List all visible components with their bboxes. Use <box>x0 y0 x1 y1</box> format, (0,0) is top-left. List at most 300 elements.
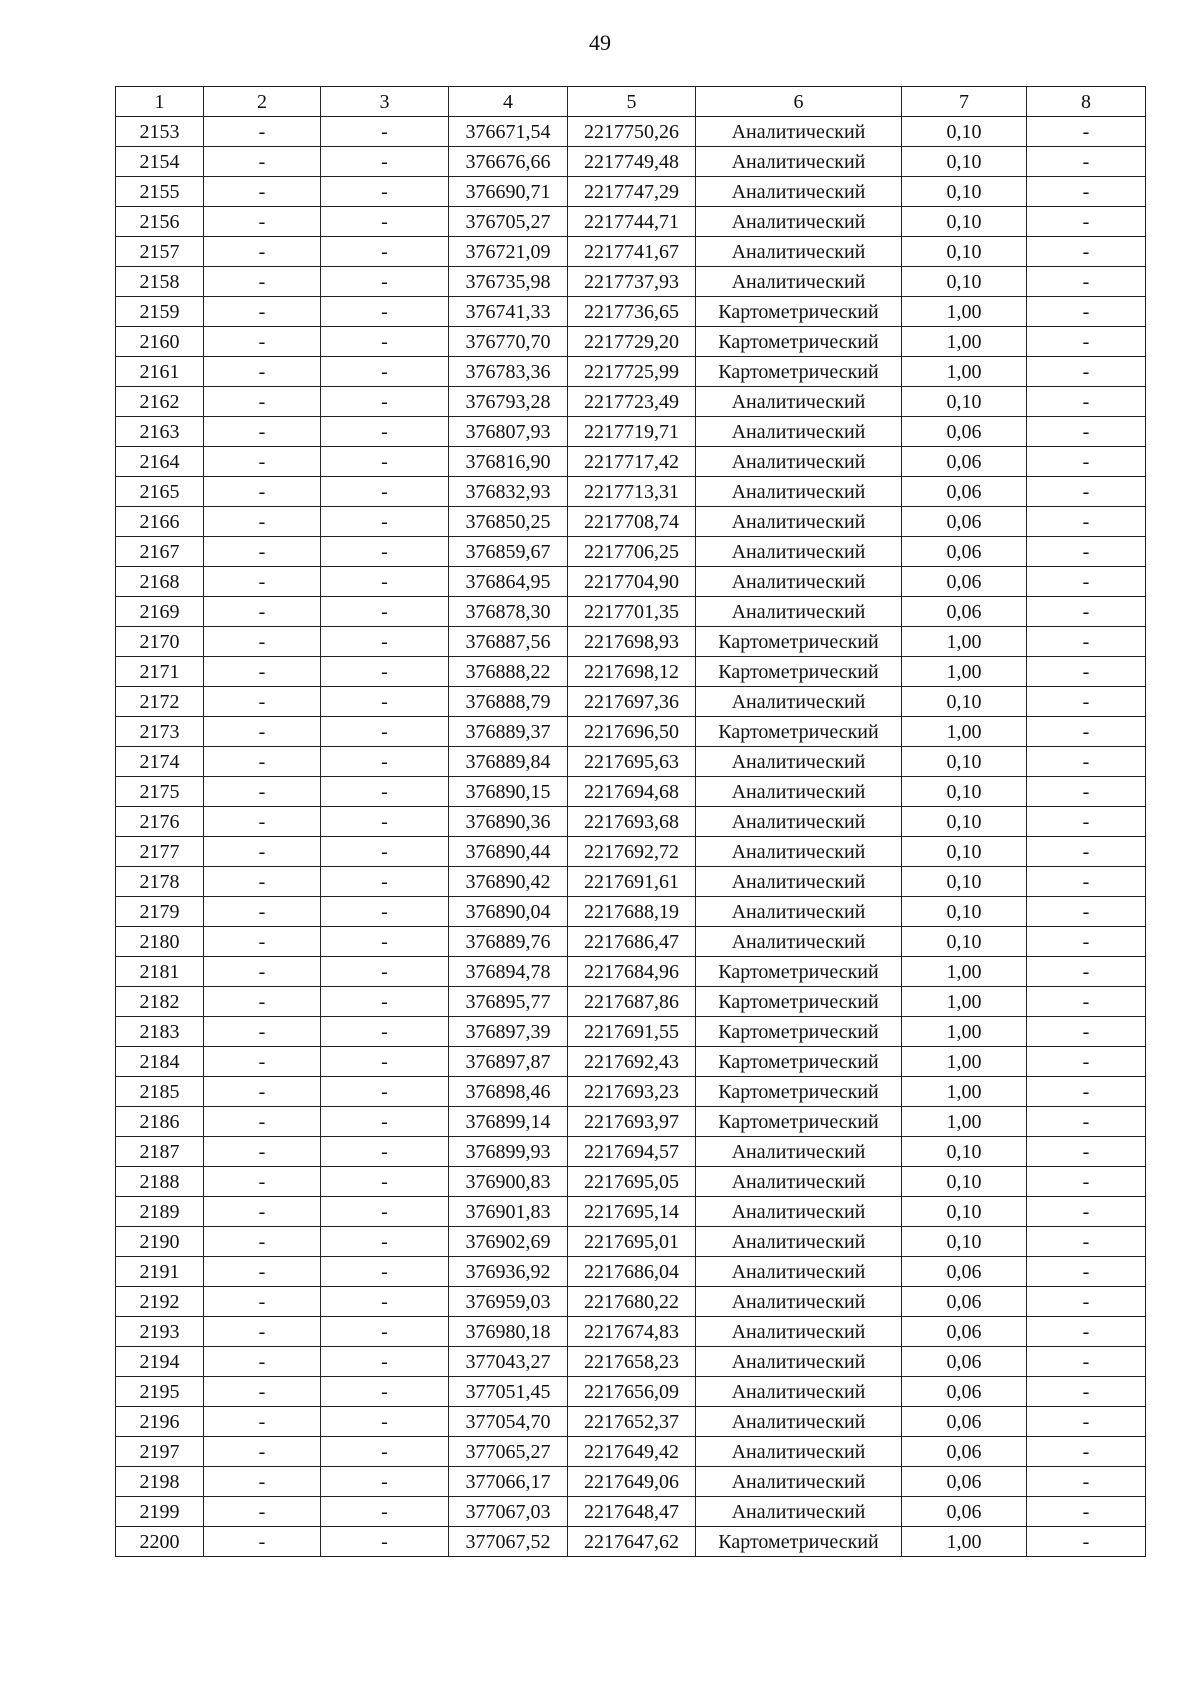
table-cell-col-2: - <box>204 267 321 297</box>
table-row <box>116 237 1146 267</box>
table-cell-col-8: - <box>1027 1107 1146 1137</box>
table-cell-col-2: - <box>204 1167 321 1197</box>
table-cell-col-4: 376770,70 <box>449 327 568 357</box>
table-cell-col-4: 376807,93 <box>449 417 568 447</box>
table-cell-col-2: - <box>204 687 321 717</box>
table-cell-col-8: - <box>1027 777 1146 807</box>
table-cell-col-3: - <box>321 567 449 597</box>
table-cell-col-4: 376897,39 <box>449 1017 568 1047</box>
table-cell-col-4: 376816,90 <box>449 447 568 477</box>
table-cell-col-3: - <box>321 987 449 1017</box>
table-cell-col-3: - <box>321 777 449 807</box>
table-row <box>116 1437 1146 1467</box>
table-cell-col-2: - <box>204 657 321 687</box>
table-cell-col-3: - <box>321 687 449 717</box>
coordinates-table <box>115 86 1146 1557</box>
table-cell-col-5: 2217750,26 <box>568 117 696 147</box>
table-cell-col-3: - <box>321 1227 449 1257</box>
table-cell-col-5: 2217698,93 <box>568 627 696 657</box>
table-cell-col-5: 2217697,36 <box>568 687 696 717</box>
table-cell-col-4: 376900,83 <box>449 1167 568 1197</box>
table-cell-col-5: 2217695,05 <box>568 1167 696 1197</box>
table-cell-col-6: Аналитический <box>696 207 902 237</box>
table-cell-col-5: 2217652,37 <box>568 1407 696 1437</box>
table-cell-col-7: 0,10 <box>902 1227 1027 1257</box>
table-row <box>116 837 1146 867</box>
table-cell-col-7: 0,10 <box>902 237 1027 267</box>
table-cell-col-3: - <box>321 207 449 237</box>
table-cell-col-3: - <box>321 1407 449 1437</box>
table-cell-col-2: - <box>204 1017 321 1047</box>
table-cell-col-1: 2185 <box>116 1077 204 1107</box>
table-cell-col-5: 2217723,49 <box>568 387 696 417</box>
table-cell-col-7: 0,06 <box>902 1347 1027 1377</box>
table-cell-col-4: 376936,92 <box>449 1257 568 1287</box>
table-cell-col-4: 376887,56 <box>449 627 568 657</box>
header-row <box>116 87 1146 117</box>
table-row <box>116 177 1146 207</box>
table-row <box>116 117 1146 147</box>
table-cell-col-7: 0,06 <box>902 507 1027 537</box>
table-cell-col-1: 2179 <box>116 897 204 927</box>
table-cell-col-7: 0,10 <box>902 807 1027 837</box>
table-cell-col-7: 1,00 <box>902 1047 1027 1077</box>
table-cell-col-2: - <box>204 777 321 807</box>
table-cell-col-4: 376741,33 <box>449 297 568 327</box>
table-cell-col-8: - <box>1027 447 1146 477</box>
table-cell-col-3: - <box>321 1347 449 1377</box>
table-cell-col-8: - <box>1027 627 1146 657</box>
table-cell-col-3: - <box>321 1197 449 1227</box>
table-row <box>116 1017 1146 1047</box>
table-cell-col-5: 2217729,20 <box>568 327 696 357</box>
table-cell-col-5: 2217725,99 <box>568 357 696 387</box>
table-cell-col-7: 1,00 <box>902 1017 1027 1047</box>
page-number: 49 <box>589 30 611 55</box>
table-cell-col-1: 2170 <box>116 627 204 657</box>
table-cell-col-5: 2217680,22 <box>568 1287 696 1317</box>
table-cell-col-8: - <box>1027 657 1146 687</box>
table-cell-col-8: - <box>1027 1257 1146 1287</box>
table-cell-col-3: - <box>321 1017 449 1047</box>
table-cell-col-3: - <box>321 1287 449 1317</box>
table-cell-col-6: Аналитический <box>696 1407 902 1437</box>
table-cell-col-1: 2190 <box>116 1227 204 1257</box>
table-cell-col-3: - <box>321 807 449 837</box>
table-cell-col-6: Аналитический <box>696 597 902 627</box>
table-row <box>116 1377 1146 1407</box>
table-cell-col-8: - <box>1027 357 1146 387</box>
table-cell-col-6: Аналитический <box>696 1377 902 1407</box>
table-cell-col-3: - <box>321 1167 449 1197</box>
table-cell-col-4: 376676,66 <box>449 147 568 177</box>
table-row <box>116 957 1146 987</box>
table-cell-col-6: Картометрический <box>696 717 902 747</box>
table-cell-col-6: Аналитический <box>696 477 902 507</box>
table-cell-col-5: 2217706,25 <box>568 537 696 567</box>
table-cell-col-6: Аналитический <box>696 417 902 447</box>
table-cell-col-7: 0,10 <box>902 927 1027 957</box>
table-cell-col-2: - <box>204 567 321 597</box>
table-cell-col-2: - <box>204 627 321 657</box>
table-cell-col-5: 2217691,55 <box>568 1017 696 1047</box>
table-cell-col-1: 2173 <box>116 717 204 747</box>
table-cell-col-3: - <box>321 957 449 987</box>
table-cell-col-5: 2217692,43 <box>568 1047 696 1077</box>
table-cell-col-4: 377043,27 <box>449 1347 568 1377</box>
table-cell-col-2: - <box>204 1287 321 1317</box>
table-cell-col-1: 2160 <box>116 327 204 357</box>
table-cell-col-8: - <box>1027 1347 1146 1377</box>
table-cell-col-8: - <box>1027 177 1146 207</box>
table-cell-col-2: - <box>204 447 321 477</box>
table-cell-col-6: Аналитический <box>696 117 902 147</box>
table-cell-col-5: 2217649,42 <box>568 1437 696 1467</box>
table-cell-col-7: 0,10 <box>902 387 1027 417</box>
table-cell-col-1: 2167 <box>116 537 204 567</box>
table-cell-col-3: - <box>321 237 449 267</box>
column-header-8: 8 <box>1027 87 1146 117</box>
table-cell-col-5: 2217749,48 <box>568 147 696 177</box>
table-cell-col-7: 0,06 <box>902 1437 1027 1467</box>
table-cell-col-4: 376899,93 <box>449 1137 568 1167</box>
table-cell-col-3: - <box>321 1497 449 1527</box>
table-row <box>116 207 1146 237</box>
table-cell-col-6: Картометрический <box>696 1107 902 1137</box>
table-cell-col-1: 2176 <box>116 807 204 837</box>
table-cell-col-8: - <box>1027 1527 1146 1557</box>
table-cell-col-1: 2189 <box>116 1197 204 1227</box>
table-cell-col-7: 0,10 <box>902 777 1027 807</box>
table-cell-col-8: - <box>1027 1287 1146 1317</box>
table-cell-col-3: - <box>321 447 449 477</box>
table-cell-col-4: 376901,83 <box>449 1197 568 1227</box>
table-cell-col-6: Картометрический <box>696 1527 902 1557</box>
table-cell-col-4: 376899,14 <box>449 1107 568 1137</box>
table-cell-col-6: Аналитический <box>696 1227 902 1257</box>
table-cell-col-6: Картометрический <box>696 327 902 357</box>
table-cell-col-4: 376889,76 <box>449 927 568 957</box>
table-cell-col-6: Картометрический <box>696 1047 902 1077</box>
table-row <box>116 1137 1146 1167</box>
table-cell-col-6: Аналитический <box>696 267 902 297</box>
table-cell-col-5: 2217686,04 <box>568 1257 696 1287</box>
table-cell-col-5: 2217693,68 <box>568 807 696 837</box>
column-header-3: 3 <box>321 87 449 117</box>
table-cell-col-1: 2192 <box>116 1287 204 1317</box>
table-row <box>116 1107 1146 1137</box>
table-cell-col-2: - <box>204 837 321 867</box>
table-cell-col-1: 2172 <box>116 687 204 717</box>
table-cell-col-3: - <box>321 747 449 777</box>
table-cell-col-3: - <box>321 1317 449 1347</box>
table-row <box>116 1497 1146 1527</box>
table-cell-col-3: - <box>321 597 449 627</box>
table-cell-col-7: 1,00 <box>902 957 1027 987</box>
table-cell-col-5: 2217648,47 <box>568 1497 696 1527</box>
table-cell-col-4: 376890,42 <box>449 867 568 897</box>
table-cell-col-4: 376897,87 <box>449 1047 568 1077</box>
table-row <box>116 1287 1146 1317</box>
table-cell-col-2: - <box>204 507 321 537</box>
table-cell-col-8: - <box>1027 1077 1146 1107</box>
table-cell-col-6: Аналитический <box>696 147 902 177</box>
table-cell-col-3: - <box>321 1257 449 1287</box>
table-cell-col-7: 0,10 <box>902 147 1027 177</box>
column-header-6: 6 <box>696 87 902 117</box>
table-cell-col-2: - <box>204 387 321 417</box>
table-cell-col-1: 2197 <box>116 1437 204 1467</box>
table-cell-col-5: 2217695,01 <box>568 1227 696 1257</box>
table-row <box>116 1317 1146 1347</box>
table-cell-col-4: 376735,98 <box>449 267 568 297</box>
table-cell-col-3: - <box>321 1107 449 1137</box>
table-cell-col-5: 2217687,86 <box>568 987 696 1017</box>
table-cell-col-6: Аналитический <box>696 1137 902 1167</box>
table-cell-col-3: - <box>321 267 449 297</box>
table-cell-col-2: - <box>204 1347 321 1377</box>
table-cell-col-1: 2155 <box>116 177 204 207</box>
table-cell-col-3: - <box>321 177 449 207</box>
table-cell-col-8: - <box>1027 297 1146 327</box>
table-cell-col-6: Картометрический <box>696 1077 902 1107</box>
table-cell-col-3: - <box>321 627 449 657</box>
table-cell-col-7: 1,00 <box>902 327 1027 357</box>
table-cell-col-6: Аналитический <box>696 747 902 777</box>
table-cell-col-4: 376888,79 <box>449 687 568 717</box>
table-cell-col-3: - <box>321 297 449 327</box>
table-cell-col-2: - <box>204 1047 321 1077</box>
table-cell-col-2: - <box>204 1437 321 1467</box>
table-cell-col-2: - <box>204 597 321 627</box>
table-cell-col-8: - <box>1027 477 1146 507</box>
table-cell-col-6: Аналитический <box>696 1497 902 1527</box>
table-cell-col-4: 376894,78 <box>449 957 568 987</box>
table-cell-col-6: Аналитический <box>696 387 902 417</box>
table-cell-col-2: - <box>204 177 321 207</box>
table-cell-col-6: Аналитический <box>696 537 902 567</box>
table-cell-col-3: - <box>321 1437 449 1467</box>
table-cell-col-1: 2181 <box>116 957 204 987</box>
table-cell-col-1: 2168 <box>116 567 204 597</box>
table-cell-col-7: 1,00 <box>902 987 1027 1017</box>
table-cell-col-3: - <box>321 507 449 537</box>
table-cell-col-8: - <box>1027 807 1146 837</box>
table-cell-col-2: - <box>204 537 321 567</box>
table-cell-col-3: - <box>321 1467 449 1497</box>
table-cell-col-7: 0,06 <box>902 567 1027 597</box>
table-cell-col-3: - <box>321 117 449 147</box>
table-cell-col-3: - <box>321 147 449 177</box>
table-cell-col-6: Аналитический <box>696 507 902 537</box>
table-cell-col-2: - <box>204 927 321 957</box>
table-cell-col-1: 2191 <box>116 1257 204 1287</box>
table-cell-col-5: 2217686,47 <box>568 927 696 957</box>
table-cell-col-3: - <box>321 1527 449 1557</box>
table-row <box>116 327 1146 357</box>
table-cell-col-2: - <box>204 357 321 387</box>
table-cell-col-2: - <box>204 1467 321 1497</box>
table-row <box>116 1347 1146 1377</box>
table-cell-col-4: 377054,70 <box>449 1407 568 1437</box>
table-cell-col-1: 2171 <box>116 657 204 687</box>
table-cell-col-3: - <box>321 717 449 747</box>
table-cell-col-8: - <box>1027 597 1146 627</box>
table-row <box>116 717 1146 747</box>
table-cell-col-4: 376864,95 <box>449 567 568 597</box>
table-cell-col-3: - <box>321 477 449 507</box>
table-row <box>116 1527 1146 1557</box>
table-row <box>116 387 1146 417</box>
table-cell-col-8: - <box>1027 927 1146 957</box>
table-cell-col-1: 2161 <box>116 357 204 387</box>
table-cell-col-1: 2187 <box>116 1137 204 1167</box>
table-cell-col-3: - <box>321 537 449 567</box>
table-cell-col-2: - <box>204 207 321 237</box>
table-cell-col-5: 2217747,29 <box>568 177 696 207</box>
table-cell-col-5: 2217693,23 <box>568 1077 696 1107</box>
table-cell-col-5: 2217717,42 <box>568 447 696 477</box>
table-cell-col-1: 2163 <box>116 417 204 447</box>
table-cell-col-1: 2198 <box>116 1467 204 1497</box>
table-cell-col-2: - <box>204 1407 321 1437</box>
table-cell-col-7: 0,10 <box>902 897 1027 927</box>
table-cell-col-4: 376783,36 <box>449 357 568 387</box>
table-cell-col-5: 2217658,23 <box>568 1347 696 1377</box>
table-cell-col-6: Аналитический <box>696 837 902 867</box>
table-row <box>116 297 1146 327</box>
table-cell-col-1: 2157 <box>116 237 204 267</box>
table-cell-col-1: 2178 <box>116 867 204 897</box>
table-cell-col-1: 2193 <box>116 1317 204 1347</box>
table-cell-col-8: - <box>1027 537 1146 567</box>
table-row <box>116 477 1146 507</box>
table-cell-col-3: - <box>321 927 449 957</box>
table-cell-col-1: 2182 <box>116 987 204 1017</box>
table-cell-col-8: - <box>1027 117 1146 147</box>
table-cell-col-5: 2217695,63 <box>568 747 696 777</box>
table-row <box>116 1197 1146 1227</box>
table-row <box>116 507 1146 537</box>
table-cell-col-2: - <box>204 897 321 927</box>
table-cell-col-7: 0,10 <box>902 117 1027 147</box>
table-cell-col-2: - <box>204 1107 321 1137</box>
table-cell-col-5: 2217692,72 <box>568 837 696 867</box>
column-header-2: 2 <box>204 87 321 117</box>
table-row <box>116 267 1146 297</box>
table-cell-col-2: - <box>204 1377 321 1407</box>
table-cell-col-6: Картометрический <box>696 1017 902 1047</box>
table-cell-col-6: Аналитический <box>696 177 902 207</box>
table-cell-col-5: 2217698,12 <box>568 657 696 687</box>
table-cell-col-4: 376878,30 <box>449 597 568 627</box>
table-cell-col-6: Аналитический <box>696 567 902 597</box>
table-cell-col-3: - <box>321 897 449 927</box>
table-cell-col-7: 0,06 <box>902 1377 1027 1407</box>
table-cell-col-4: 376721,09 <box>449 237 568 267</box>
table-cell-col-2: - <box>204 1317 321 1347</box>
table-cell-col-3: - <box>321 1047 449 1077</box>
table-cell-col-7: 0,06 <box>902 597 1027 627</box>
table-cell-col-7: 0,06 <box>902 447 1027 477</box>
table-cell-col-5: 2217719,71 <box>568 417 696 447</box>
table-cell-col-1: 2184 <box>116 1047 204 1077</box>
table-cell-col-1: 2174 <box>116 747 204 777</box>
table-cell-col-5: 2217649,06 <box>568 1467 696 1497</box>
table-cell-col-1: 2154 <box>116 147 204 177</box>
table-cell-col-4: 376705,27 <box>449 207 568 237</box>
table-row <box>116 777 1146 807</box>
table-cell-col-8: - <box>1027 237 1146 267</box>
table-cell-col-1: 2156 <box>116 207 204 237</box>
table-cell-col-7: 0,10 <box>902 687 1027 717</box>
table-row <box>116 657 1146 687</box>
table-cell-col-7: 1,00 <box>902 1077 1027 1107</box>
table-row <box>116 1047 1146 1077</box>
column-header-5: 5 <box>568 87 696 117</box>
table-row <box>116 1227 1146 1257</box>
table-cell-col-5: 2217713,31 <box>568 477 696 507</box>
table-cell-col-8: - <box>1027 957 1146 987</box>
table-cell-col-8: - <box>1027 387 1146 417</box>
table-cell-col-2: - <box>204 417 321 447</box>
table-cell-col-6: Аналитический <box>696 1467 902 1497</box>
table-cell-col-5: 2217695,14 <box>568 1197 696 1227</box>
table-cell-col-8: - <box>1027 1407 1146 1437</box>
table-cell-col-7: 1,00 <box>902 1107 1027 1137</box>
table-row <box>116 807 1146 837</box>
table-cell-col-7: 1,00 <box>902 297 1027 327</box>
table-cell-col-4: 376890,44 <box>449 837 568 867</box>
table-cell-col-7: 0,06 <box>902 1287 1027 1317</box>
table-cell-col-2: - <box>204 1227 321 1257</box>
table-cell-col-6: Аналитический <box>696 777 902 807</box>
table-cell-col-4: 376832,93 <box>449 477 568 507</box>
table-cell-col-3: - <box>321 657 449 687</box>
table-cell-col-2: - <box>204 1527 321 1557</box>
table-cell-col-3: - <box>321 1137 449 1167</box>
table-cell-col-8: - <box>1027 1047 1146 1077</box>
table-cell-col-2: - <box>204 807 321 837</box>
table-cell-col-6: Аналитический <box>696 1317 902 1347</box>
table-cell-col-7: 1,00 <box>902 627 1027 657</box>
table-cell-col-2: - <box>204 867 321 897</box>
table-cell-col-7: 0,06 <box>902 477 1027 507</box>
table-cell-col-7: 0,06 <box>902 1257 1027 1287</box>
table-row <box>116 567 1146 597</box>
table-cell-col-2: - <box>204 1497 321 1527</box>
table-cell-col-6: Картометрический <box>696 957 902 987</box>
table-row <box>116 357 1146 387</box>
table-cell-col-8: - <box>1027 747 1146 777</box>
table-cell-col-2: - <box>204 1257 321 1287</box>
table-cell-col-7: 0,10 <box>902 837 1027 867</box>
table-cell-col-6: Картометрический <box>696 657 902 687</box>
table-row <box>116 1167 1146 1197</box>
table-cell-col-4: 376888,22 <box>449 657 568 687</box>
table-cell-col-2: - <box>204 717 321 747</box>
table-cell-col-4: 376898,46 <box>449 1077 568 1107</box>
table-cell-col-8: - <box>1027 867 1146 897</box>
table-cell-col-5: 2217737,93 <box>568 267 696 297</box>
table-cell-col-6: Аналитический <box>696 1197 902 1227</box>
table-row <box>116 687 1146 717</box>
table-cell-col-6: Аналитический <box>696 687 902 717</box>
table-cell-col-5: 2217736,65 <box>568 297 696 327</box>
table-cell-col-2: - <box>204 1137 321 1167</box>
table-cell-col-8: - <box>1027 987 1146 1017</box>
table-cell-col-2: - <box>204 477 321 507</box>
